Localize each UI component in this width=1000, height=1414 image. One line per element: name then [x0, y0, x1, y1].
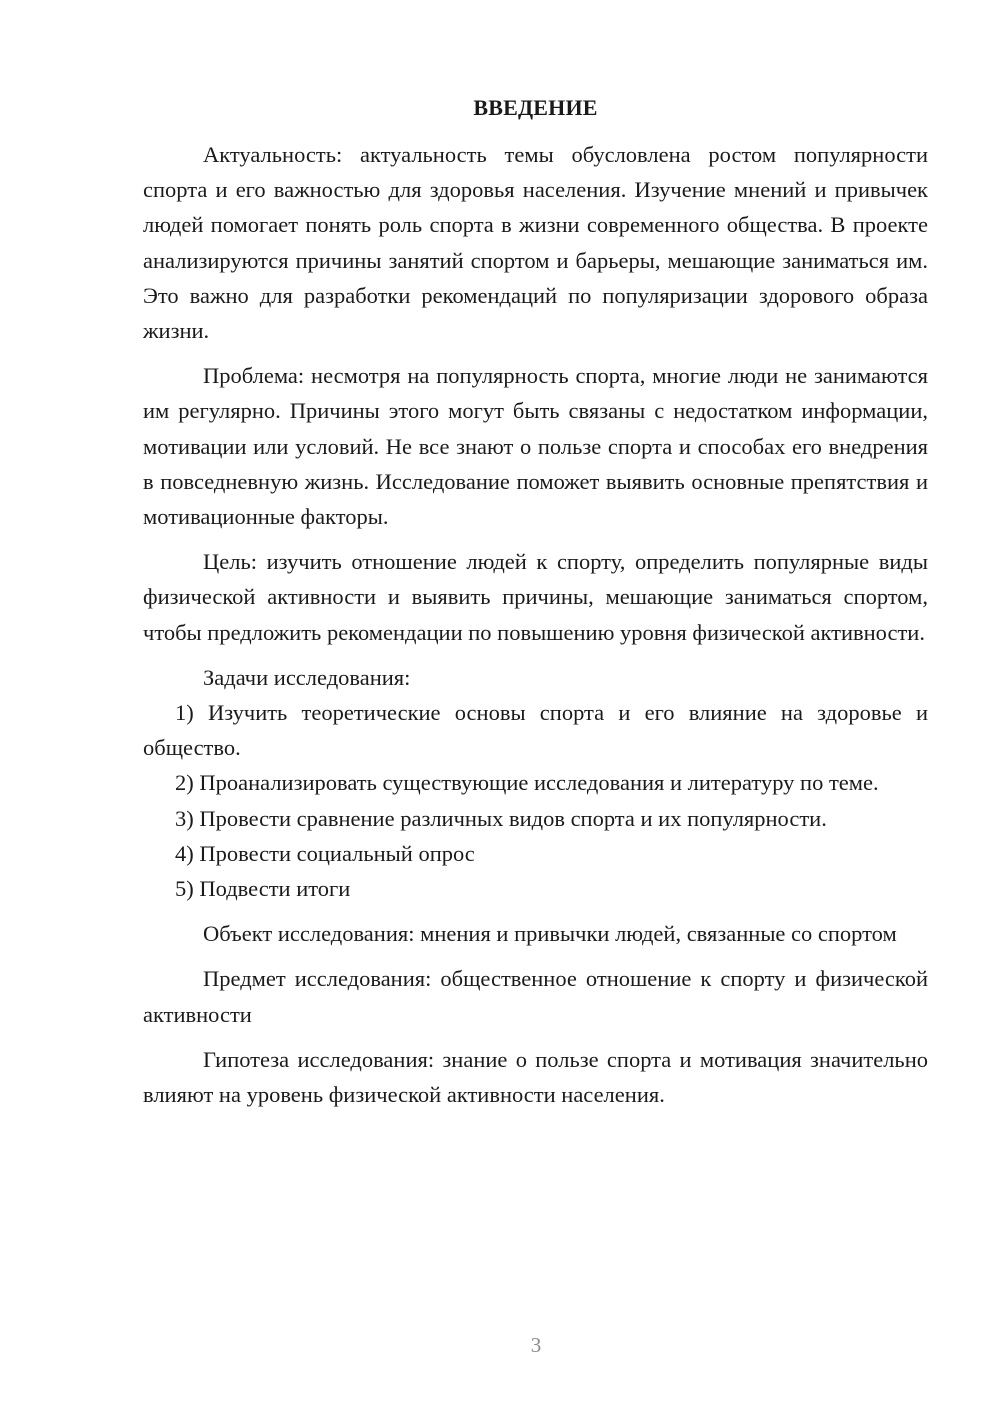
- relevance-paragraph: Актуальность: актуальность темы обусловлена ростом популярности спорта и его важностью для здоровья населения. Изучение мнений и привычек людей помогает понять роль спорта в жизни современного общества. В проекте анализируются причины занятий спортом и барьеры, мешающие заниматься им. Это важно для разработки рекомендаций по популяризации здорового образа жизни.: [143, 142, 928, 344]
- hypothesis-paragraph: Гипотеза исследования: знание о пользе спорта и мотивация значительно влияют на уровень физической активности населения.: [143, 1046, 928, 1108]
- list-item: 5) Подвести итоги: [175, 876, 351, 902]
- goal-paragraph: Цель: изучить отношение людей к спорту, определить популярные виды физической активности и выявить причины, мешающие заниматься спортом, чтобы предложить рекомендации по повышению уровня физической активности.: [143, 549, 928, 645]
- list-item: 1) Изучить теоретические основы спорта и его влияние на здоровье и общество.: [143, 700, 928, 761]
- document-page: [143, 90, 928, 1112]
- list-item: 2) Проанализировать существующие исследования и литературу по теме.: [175, 770, 879, 796]
- subject-paragraph: Предмет исследования: общественное отношение к спорту и физической активности: [143, 966, 928, 1027]
- problem-paragraph: Проблема: несмотря на популярность спорта, многие люди не занимаются им регулярно. Причины этого могут быть связаны с недостатком информации, мотивации или условий. Не все знают о пользе спорта и способах его внедрения в повседневную жизнь. Исследование поможет выявить основные препятствия и мотивационные факторы.: [143, 363, 928, 530]
- section-heading: ВВЕДЕНИЕ: [473, 95, 598, 120]
- list-item: 3) Провести сравнение различных видов спорта и их популярности.: [175, 805, 827, 831]
- page-number: 3: [530, 1333, 542, 1357]
- object-paragraph: Объект исследования: мнения и привычки людей, связанные со спортом: [203, 921, 897, 947]
- list-item: 4) Провести социальный опрос: [175, 840, 475, 866]
- tasks-list: [143, 695, 928, 906]
- tasks-title: Задачи исследования:: [203, 664, 411, 690]
